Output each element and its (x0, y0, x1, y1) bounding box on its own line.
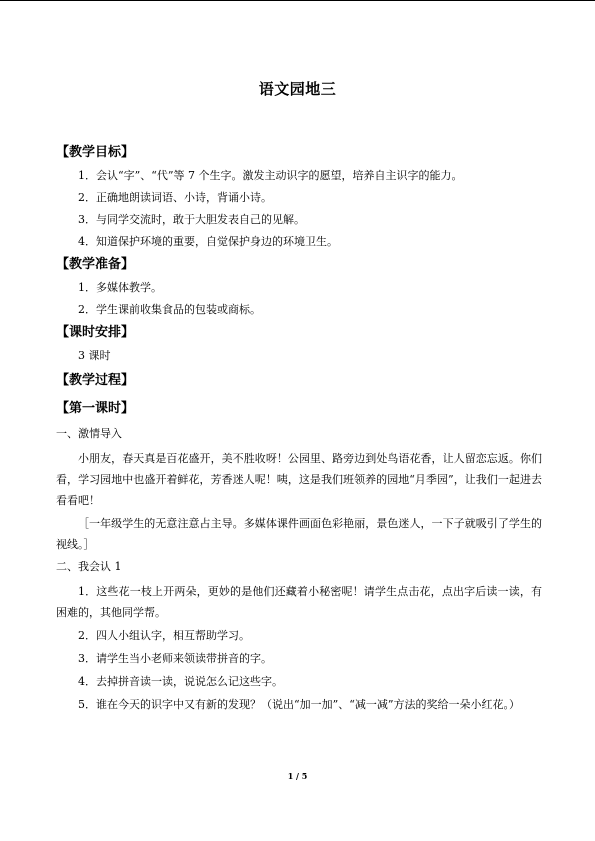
document-body (56, 144, 542, 717)
goal-item-2: 2．正确地朗读词语、小诗，背诵小诗。 (78, 191, 272, 204)
section2-item-5: 5．谁在今天的识字中又有新的发现？（说出“加一加”、“减一减”方法的奖给一朵小红花。） (78, 698, 520, 711)
page-title: 语文园地三 (258, 80, 337, 98)
goal-item-4: 4．知道保护环境的重要，自觉保护身边的环境卫生。 (78, 235, 338, 248)
process-heading: 【教学过程】 (56, 373, 135, 388)
goal-item-1: 1．会认“字”、“代”等 7 个生字。激发主动识字的愿望，培养自主识字的能力。 (78, 169, 463, 182)
section1-paragraph: 小朋友，春天真是百花盛开，美不胜收呀！公园里、路旁边到处鸟语花香，让人留恋忘返。你们看，学习园地中也盛开着鲜花，芳香迷人呢！咦，这是我们班领养的园地“月季园”，让我们一起进去看看吧！ (56, 452, 542, 507)
section2-item-3: 3．请学生当小老师来领读带拼音的字。 (78, 652, 272, 665)
goal-item-3: 3．与同学交流时，敢于大胆发表自己的见解。 (78, 213, 305, 226)
section1-note: ［一年级学生的无意注意占主导。多媒体课件画面色彩艳丽，景色迷人，一下子就吸引了学生的视线。］ (56, 517, 542, 551)
goals-heading: 【教学目标】 (56, 145, 135, 160)
section2-title: 二、我会认 1 (56, 560, 122, 573)
section2-item-4: 4．去掉拼音读一读，说说怎么记这些字。 (78, 675, 283, 688)
section2-item-2: 2．四人小组认字，相互帮助学习。 (78, 629, 250, 642)
prep-item-1: 1．多媒体教学。 (78, 281, 162, 294)
lesson1-heading: 【第一课时】 (56, 401, 135, 416)
page-number: 1 / 5 (287, 771, 308, 781)
section1-title: 一、激情导入 (56, 427, 122, 440)
prep-heading: 【教学准备】 (56, 257, 135, 272)
section2-item-1: 1．这些花一枝上开两朵，更妙的是他们还藏着小秘密呢！请学生点击花，点出字后读一读，有困难的，其他同学帮。 (56, 585, 542, 619)
top-rule (0, 0, 595, 1)
schedule-heading: 【课时安排】 (56, 325, 135, 340)
schedule-text: 3 课时 (78, 349, 111, 362)
prep-item-2: 2．学生课前收集食品的包装或商标。 (78, 303, 261, 316)
